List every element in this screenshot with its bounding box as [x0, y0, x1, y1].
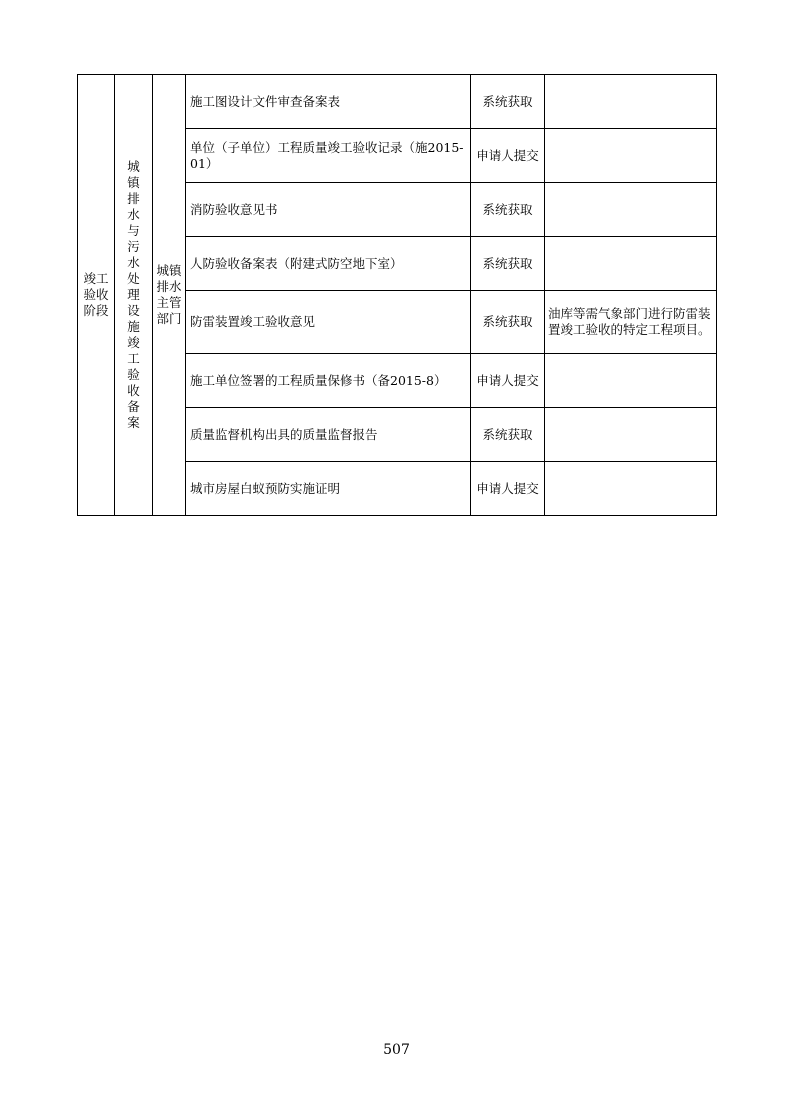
department-cell	[153, 75, 186, 516]
material-cell: 城市房屋白蚁预防实施证明	[186, 462, 471, 516]
note-cell: 油库等需气象部门进行防雷装置竣工验收的特定工程项目。	[545, 291, 717, 354]
note-cell	[545, 237, 717, 291]
note-cell	[545, 183, 717, 237]
material-cell: 施工图设计文件审查备案表	[186, 75, 471, 129]
material-cell: 防雷装置竣工验收意见	[186, 291, 471, 354]
material-cell: 单位（子单位）工程质量竣工验收记录（施2015-01）	[186, 129, 471, 183]
source-cell: 系统获取	[471, 237, 545, 291]
note-cell	[545, 354, 717, 408]
material-cell: 施工单位签署的工程质量保修书（备2015-8）	[186, 354, 471, 408]
source-cell: 系统获取	[471, 183, 545, 237]
table-row	[78, 75, 717, 129]
source-cell: 申请人提交	[471, 462, 545, 516]
source-cell: 申请人提交	[471, 129, 545, 183]
material-cell: 消防验收意见书	[186, 183, 471, 237]
source-cell: 申请人提交	[471, 354, 545, 408]
stage-cell	[78, 75, 115, 516]
page-number: 507	[383, 1042, 410, 1058]
item-cell	[115, 75, 153, 516]
source-cell: 系统获取	[471, 291, 545, 354]
material-cell: 人防验收备案表（附建式防空地下室）	[186, 237, 471, 291]
material-cell: 质量监督机构出具的质量监督报告	[186, 408, 471, 462]
materials-table	[77, 74, 717, 516]
source-cell: 系统获取	[471, 408, 545, 462]
item-label: 城镇排水与污水处理设施竣工验收备案	[127, 159, 140, 430]
note-cell	[545, 408, 717, 462]
note-cell	[545, 462, 717, 516]
stage-label: 竣工验收阶段	[83, 271, 109, 318]
note-cell	[545, 129, 717, 183]
department-label: 城镇排水主管部门	[156, 263, 182, 326]
source-cell: 系统获取	[471, 75, 545, 129]
note-cell	[545, 75, 717, 129]
